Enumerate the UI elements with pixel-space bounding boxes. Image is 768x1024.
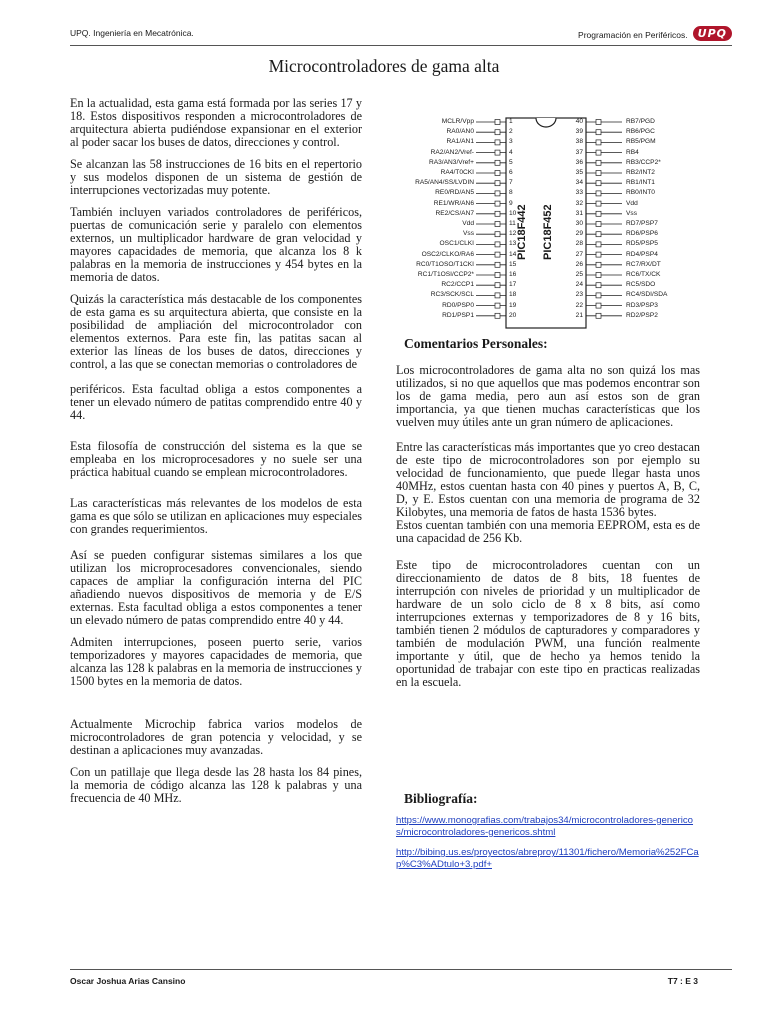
paragraph: Admiten interrupciones, poseen puerto serie, varios temporizadores y mayores capacidades de memoria, que alcanza las 128 k palabras en la memoria de instrucciones y 1500 bytes en la memoria de datos. <box>70 635 362 688</box>
left-pin-pad <box>495 181 500 186</box>
right-pin-pad <box>596 140 601 145</box>
left-pin-pad <box>495 160 500 165</box>
left-pin-pad <box>495 303 500 308</box>
right-pin-label: RB1/INT1 <box>626 179 655 187</box>
right-pin-pad <box>596 120 601 125</box>
right-pin-label: RC6/TX/CK <box>626 271 661 278</box>
header-right-text: Programación en Periféricos. <box>578 29 688 40</box>
left-pin-number: 19 <box>509 301 517 309</box>
paragraph: Entre las características más importantes que yo creo destacan de este tipo de microcontroladores son por ejemplo su velocidad de funcionamiento, que puede llegar hasta unos 40MHz, estos cuentan hasta con 40 pines y puertos A, B, C, D, y E. Estos cuentan con una memoria de programa de 32 Kilobytes, una memoria de fatos de hasta 1536 bytes. <box>396 440 700 519</box>
left-pin-pad <box>495 283 500 288</box>
left-pin-label: RC3/SCK/SCL <box>430 291 474 299</box>
left-pin-pad <box>495 232 500 237</box>
left-column <box>70 97 362 814</box>
right-pin-pad <box>596 150 601 155</box>
right-pin-label: Vss <box>626 209 637 217</box>
left-pin-number: 9 <box>509 199 513 207</box>
chip-name-2: PIC18F452 <box>542 204 554 260</box>
left-pin-number: 2 <box>509 128 513 136</box>
right-pin-number: 30 <box>575 220 583 227</box>
right-pin-label: RB0/INT0 <box>626 189 655 197</box>
left-pin-label: RD1/PSP1 <box>442 311 474 319</box>
left-pin-label: Vdd <box>462 220 474 227</box>
bibliography-link-2[interactable]: http://bibing.us.es/proyectos/abreproy/11301/fichero/Memoria%252FCap%C3%ADtulo+3.pdf+ <box>396 847 699 870</box>
left-pin-label: RA1/AN1 <box>446 138 474 146</box>
left-pin-label: RD0/PSP0 <box>442 301 474 309</box>
comments-heading: Comentarios Personales: <box>404 336 548 351</box>
left-pin-label: RA2/AN2/Vref- <box>430 148 474 156</box>
footer-author: Oscar Joshua Arias Cansino <box>70 976 186 986</box>
right-pin-pad <box>596 222 601 227</box>
paragraph: Esta filosofía de construcción del sistema es la que se empleaba en los microprocesadores y no suele ser una práctica habitual cuando se emplean microcontroladores. <box>70 439 362 479</box>
left-pin-number: 4 <box>509 148 513 156</box>
left-pin-pad <box>495 171 500 176</box>
left-pin-number: 16 <box>509 271 517 278</box>
left-pin-number: 5 <box>509 158 513 166</box>
right-pin-number: 25 <box>575 271 583 278</box>
paragraph: Este tipo de microcontroladores cuentan con un direccionamiento de datos de 8 bits, 18 fuentes de interrupción con niveles de prioridad y un multiplicador de hardware de un solo ciclo de 8 x 8 bits, así como interrupciones externas y temporizadores de 8 y 16 bits, también tienen 2 módulos de capturadores y comparadores y también de modulación PWM, una función realmente importante y útil, que de hecho ya hemos tenido la oportunidad de trabajar con este tipo en practicas realizadas en la escuela. <box>396 558 700 689</box>
right-pin-number: 38 <box>575 138 583 146</box>
right-pin-number: 23 <box>575 291 583 299</box>
right-pin-label: RC4/SDI/SDA <box>626 291 668 299</box>
right-pin-pad <box>596 232 601 237</box>
right-pin-number: 39 <box>575 128 583 136</box>
right-pin-number: 31 <box>575 209 583 217</box>
right-pin-label: RC7/RX/DT <box>626 260 661 268</box>
left-pin-label: RA0/AN0 <box>446 128 474 136</box>
header-divider <box>70 45 732 46</box>
comments-section <box>396 337 700 698</box>
right-pin-pad <box>596 171 601 176</box>
left-pin-label: RA4/T0CKI <box>440 169 474 176</box>
paragraph: Así se pueden configurar sistemas similares a los que utilizan los microprocesadores convencionales, siendo capaces de ampliar la configuración interna del PIC añadiendo nuevos dispositivos de memoria y de E/S externas. Esta facultad obliga a estos componentes a tener un elevado número de patas comprendido entre 40 y 44. <box>70 548 362 627</box>
right-pin-label: RB2/INT2 <box>626 169 655 176</box>
bibliography-heading: Bibliografía: <box>404 791 478 806</box>
right-pin-pad <box>596 211 601 216</box>
right-pin-pad <box>596 201 601 206</box>
left-pin-label: RC2/CCP1 <box>441 281 474 289</box>
upq-logo: UPQ <box>693 26 732 41</box>
left-pin-label: RE0/RD/AN5 <box>435 189 474 197</box>
right-pin-number: 37 <box>575 148 583 156</box>
left-pin-number: 3 <box>509 138 513 146</box>
left-pin-number: 10 <box>509 209 517 217</box>
left-pin-label: RA5/AN4/SS/LVDIN <box>415 179 474 187</box>
right-pin-label: RD3/PSP3 <box>626 301 658 309</box>
left-pin-number: 6 <box>509 169 513 176</box>
right-pin-number: 22 <box>575 301 583 309</box>
right-pin-pad <box>596 130 601 135</box>
right-pin-label: RD5/PSP5 <box>626 240 658 248</box>
left-pin-pad <box>495 242 500 247</box>
left-pin-number: 8 <box>509 189 513 197</box>
right-pin-number: 33 <box>575 189 583 197</box>
pic18f-pin-diagram <box>396 112 696 332</box>
paragraph: Los microcontroladores de gama alta no son quizá los mas utilizados, si no que aquellos que mas podemos encontrar son los de gama media, pero aun así estos son de gran importancia, ya que tienen muchas características que los vuelven muy útiles ante un gran número de aplicaciones. <box>396 363 700 429</box>
left-pin-number: 12 <box>509 230 517 238</box>
right-pin-label: Vdd <box>626 199 638 207</box>
footer-page-ref: T7 : E 3 <box>667 976 698 986</box>
right-pin-number: 32 <box>575 199 583 207</box>
right-pin-number: 36 <box>575 158 583 166</box>
page-title: Microcontroladores de gama alta <box>268 56 500 76</box>
left-pin-number: 20 <box>509 311 517 319</box>
right-pin-label: RB4 <box>626 148 639 156</box>
left-pin-pad <box>495 273 500 278</box>
right-pin-number: 40 <box>575 118 583 125</box>
left-pin-pad <box>495 201 500 206</box>
right-pin-label: RB6/PGC <box>626 128 655 136</box>
right-pin-pad <box>596 303 601 308</box>
left-pin-pad <box>495 293 500 298</box>
left-pin-number: 17 <box>509 281 517 289</box>
right-pin-number: 27 <box>575 250 583 258</box>
right-pin-pad <box>596 252 601 257</box>
left-pin-number: 13 <box>509 240 517 248</box>
bibliography-section <box>396 792 700 879</box>
left-pin-label: RC0/T1OSO/T1CKI <box>416 260 474 268</box>
left-pin-label: OSC1/CLKI <box>439 240 474 248</box>
right-pin-number: 35 <box>575 169 583 176</box>
right-pin-pad <box>596 273 601 278</box>
header-left-text: UPQ. Ingeniería en Mecatrónica. <box>70 28 194 38</box>
left-pin-pad <box>495 140 500 145</box>
right-pin-pad <box>596 283 601 288</box>
left-pin-label: RC1/T1OSI/CCP2* <box>417 271 474 278</box>
right-pin-label: RD4/PSP4 <box>626 250 658 258</box>
left-pin-number: 7 <box>509 179 513 187</box>
left-pin-label: RA3/AN3/Vref+ <box>428 158 474 166</box>
page-header <box>70 26 732 46</box>
right-pin-number: 28 <box>575 240 583 248</box>
right-pin-label: RC5/SDO <box>626 281 656 289</box>
left-pin-pad <box>495 120 500 125</box>
left-pin-pad <box>495 191 500 196</box>
right-pin-number: 34 <box>575 179 583 187</box>
left-pin-pad <box>495 222 500 227</box>
right-pin-pad <box>596 293 601 298</box>
left-pin-number: 14 <box>509 250 517 258</box>
bibliography-link-1[interactable]: https://www.monografias.com/trabajos34/microcontroladores-genericos/microcontroladores-genericos.shtml <box>396 815 694 838</box>
right-pin-number: 26 <box>575 260 583 268</box>
left-pin-number: 1 <box>509 118 513 125</box>
left-pin-pad <box>495 262 500 267</box>
left-pin-label: MCLR/Vpp <box>441 118 474 125</box>
left-pin-label: RE1/WR/AN6 <box>433 199 474 207</box>
right-pin-label: RB7/PGD <box>626 118 655 125</box>
paragraph: También incluyen variados controladores de periféricos, puertas de comunicación serie y paralelo con elementos externos, un multiplicador hardware de gran velocidad y mayores capacidades de memoria, que alcanza los 8 k palabras en la memoria de instrucciones y 454 bytes en la memoria de datos. <box>70 205 362 284</box>
left-pin-pad <box>495 150 500 155</box>
paragraph: Con un patillaje que llega desde las 28 hasta los 84 pines, la memoria de código alcanza las 128 k palabras y una frecuencia de 40 MHz. <box>70 765 362 805</box>
left-pin-number: 18 <box>509 291 517 299</box>
left-pin-number: 15 <box>509 260 517 268</box>
right-pin-label: RD6/PSP6 <box>626 230 658 238</box>
left-pin-number: 11 <box>509 220 516 227</box>
right-pin-pad <box>596 181 601 186</box>
left-pin-pad <box>495 313 500 318</box>
left-pin-pad <box>495 211 500 216</box>
right-pin-label: RB3/CCP2* <box>626 158 661 166</box>
right-pin-number: 29 <box>575 230 583 238</box>
paragraph: Actualmente Microchip fabrica varios modelos de microcontroladores de gran potencia y velocidad, y se destinan a aplicaciones muy avanzadas. <box>70 717 362 757</box>
right-pin-number: 24 <box>575 281 583 289</box>
paragraph: periféricos. Esta facultad obliga a estos componentes a tener un elevado número de patitas comprendido entre 40 y 44. <box>70 382 362 422</box>
right-pin-pad <box>596 313 601 318</box>
paragraph: En la actualidad, esta gama está formada por las series 17 y 18. Estos dispositivos responden a microcontroladores de arquitectura abierta pudiéndose expansionar en el exterior al poder sacar los buses de datos, direcciones y control. <box>70 96 362 149</box>
chip-name-1: PIC18F442 <box>516 204 528 260</box>
right-pin-label: RD2/PSP2 <box>626 311 658 319</box>
left-pin-pad <box>495 130 500 135</box>
header-right <box>578 26 732 41</box>
left-pin-label: Vss <box>463 230 474 238</box>
left-pin-pad <box>495 252 500 257</box>
right-pin-number: 21 <box>575 311 583 319</box>
right-pin-label: RD7/PSP7 <box>626 220 658 227</box>
right-pin-label: RB5/PGM <box>626 138 656 146</box>
right-pin-pad <box>596 262 601 267</box>
paragraph: Estos cuentan también con una memoria EEPROM, esta es de una capacidad de 256 Kb. <box>396 518 700 545</box>
footer-divider <box>70 969 732 970</box>
left-pin-label: OSC2/CLKO/RA6 <box>421 250 474 258</box>
left-pin-label: RE2/CS/AN7 <box>435 209 474 217</box>
paragraph: Las características más relevantes de los modelos de esta gama es que sólo se utilizan en aplicaciones muy especiales con grandes requerimientos. <box>70 496 362 536</box>
paragraph: Se alcanzan las 58 instrucciones de 16 bits en el repertorio y sus modelos disponen de un sistema de gestión de interrupciones vectorizadas muy potente. <box>70 157 362 197</box>
right-pin-pad <box>596 242 601 247</box>
right-pin-pad <box>596 160 601 165</box>
right-pin-pad <box>596 191 601 196</box>
paragraph: Quizás la característica más destacable de los componentes de esta gama es su arquitectura abierta, que consiste en la posibilidad de ampliación del microcontrolador con elementos externos. Para este fin, las patitas sacan al exterior las líneas de los buses de datos, direcciones y control, a las que se conectan memorias o controladores de <box>70 292 362 371</box>
